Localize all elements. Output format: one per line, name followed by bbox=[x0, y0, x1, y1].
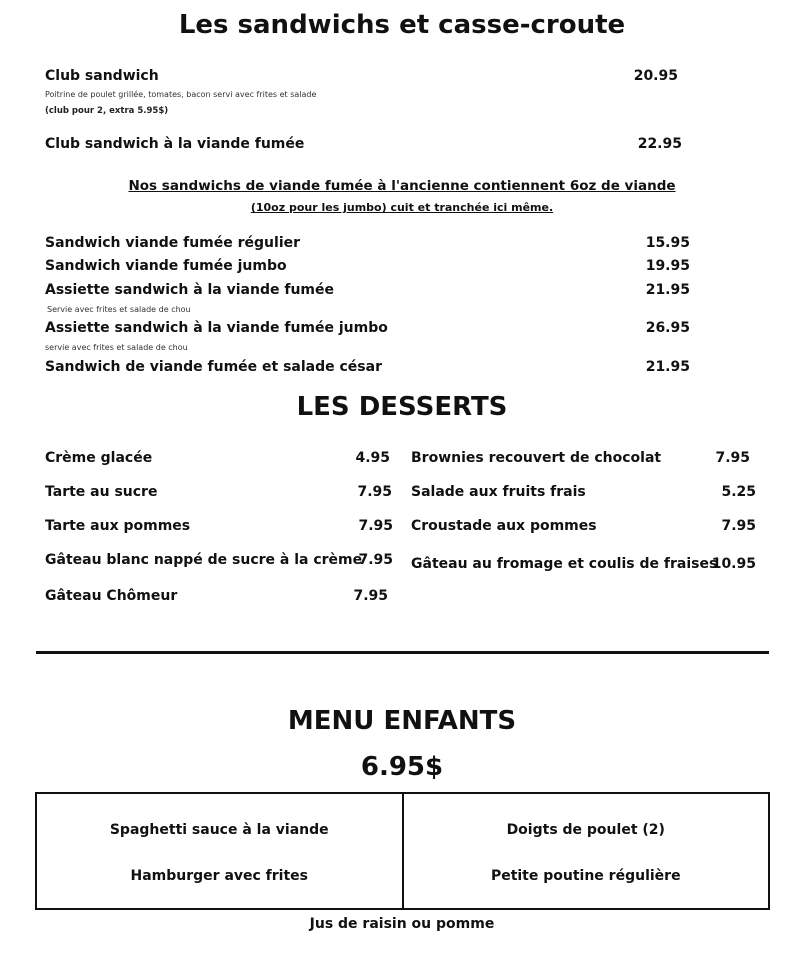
dessert-name: Tarte aux pommes bbox=[45, 518, 191, 534]
kids-menu-right-column bbox=[404, 794, 769, 908]
dessert-name: Tarte au sucre bbox=[45, 484, 158, 500]
dessert-name: Gâteau blanc nappé de sucre à la crème bbox=[45, 552, 363, 568]
sandwich-item-price: 26.95 bbox=[645, 320, 690, 336]
dessert-name: Salade aux fruits frais bbox=[411, 484, 586, 500]
dessert-price: 4.95 bbox=[355, 450, 390, 466]
kids-menu-drink: Jus de raisin ou pomme bbox=[309, 916, 495, 932]
club-sandwich-price: 20.95 bbox=[633, 68, 678, 84]
sandwich-item-name: Sandwich de viande fumée et salade césar bbox=[45, 359, 382, 375]
smoked-meat-info-line1: Nos sandwichs de viande fumée à l'ancienne contiennent 6oz de viande bbox=[128, 178, 676, 194]
sandwich-item-name: Sandwich viande fumée jumbo bbox=[45, 258, 287, 274]
smoked-meat-info-line2: (10oz pour les jumbo) cuit et tranchée ici même. bbox=[250, 201, 554, 214]
dessert-price: 7.95 bbox=[357, 484, 392, 500]
dessert-name: Gâteau au fromage et coulis de fraises bbox=[411, 556, 718, 572]
sandwiches-title: Les sandwichs et casse-croute bbox=[178, 10, 626, 40]
dessert-name: Croustade aux pommes bbox=[411, 518, 597, 534]
sandwich-item-note: servie avec frites et salade de chou bbox=[45, 343, 188, 352]
sandwich-item-note: Servie avec frites et salade de chou bbox=[47, 305, 191, 314]
kids-menu-item: Doigts de poulet (2) bbox=[506, 822, 665, 838]
kids-menu-title: MENU ENFANTS bbox=[287, 706, 517, 736]
sandwich-item-name: Sandwich viande fumée régulier bbox=[45, 235, 301, 251]
kids-menu-item: Petite poutine régulière bbox=[490, 868, 681, 884]
sandwich-item-price: 15.95 bbox=[645, 235, 690, 251]
kids-menu-left-column bbox=[37, 794, 404, 908]
desserts-title: LES DESSERTS bbox=[296, 392, 508, 422]
kids-menu-price: 6.95$ bbox=[360, 752, 444, 782]
section-divider bbox=[36, 651, 769, 654]
sandwich-item-price: 21.95 bbox=[645, 282, 690, 298]
kids-menu-item: Spaghetti sauce à la viande bbox=[109, 822, 329, 838]
sandwich-item-price: 19.95 bbox=[645, 258, 690, 274]
dessert-name: Gâteau Chômeur bbox=[45, 588, 178, 604]
dessert-name: Crème glacée bbox=[45, 450, 153, 466]
sandwich-item-price: 21.95 bbox=[645, 359, 690, 375]
dessert-price: 7.95 bbox=[715, 450, 750, 466]
club-sandwich-name: Club sandwich bbox=[45, 68, 159, 84]
club-sandwich-note: Poitrine de poulet grillée, tomates, bacon servi avec frites et salade bbox=[45, 90, 317, 99]
club-smoked-price: 22.95 bbox=[637, 136, 682, 152]
sandwich-item-name: Assiette sandwich à la viande fumée bbox=[45, 282, 334, 298]
dessert-price: 5.25 bbox=[721, 484, 756, 500]
dessert-price: 7.95 bbox=[358, 552, 393, 568]
kids-menu-item: Hamburger avec frites bbox=[130, 868, 308, 884]
dessert-price: 10.95 bbox=[711, 556, 756, 572]
dessert-price: 7.95 bbox=[358, 518, 393, 534]
sandwich-item-name: Assiette sandwich à la viande fumée jumbo bbox=[45, 320, 388, 336]
club-smoked-name: Club sandwich à la viande fumée bbox=[45, 136, 305, 152]
dessert-price: 7.95 bbox=[721, 518, 756, 534]
dessert-name: Brownies recouvert de chocolat bbox=[411, 450, 662, 466]
dessert-price: 7.95 bbox=[353, 588, 388, 604]
club-sandwich-extra: (club pour 2, extra 5.95$) bbox=[45, 106, 169, 116]
kids-menu-box bbox=[35, 792, 770, 910]
